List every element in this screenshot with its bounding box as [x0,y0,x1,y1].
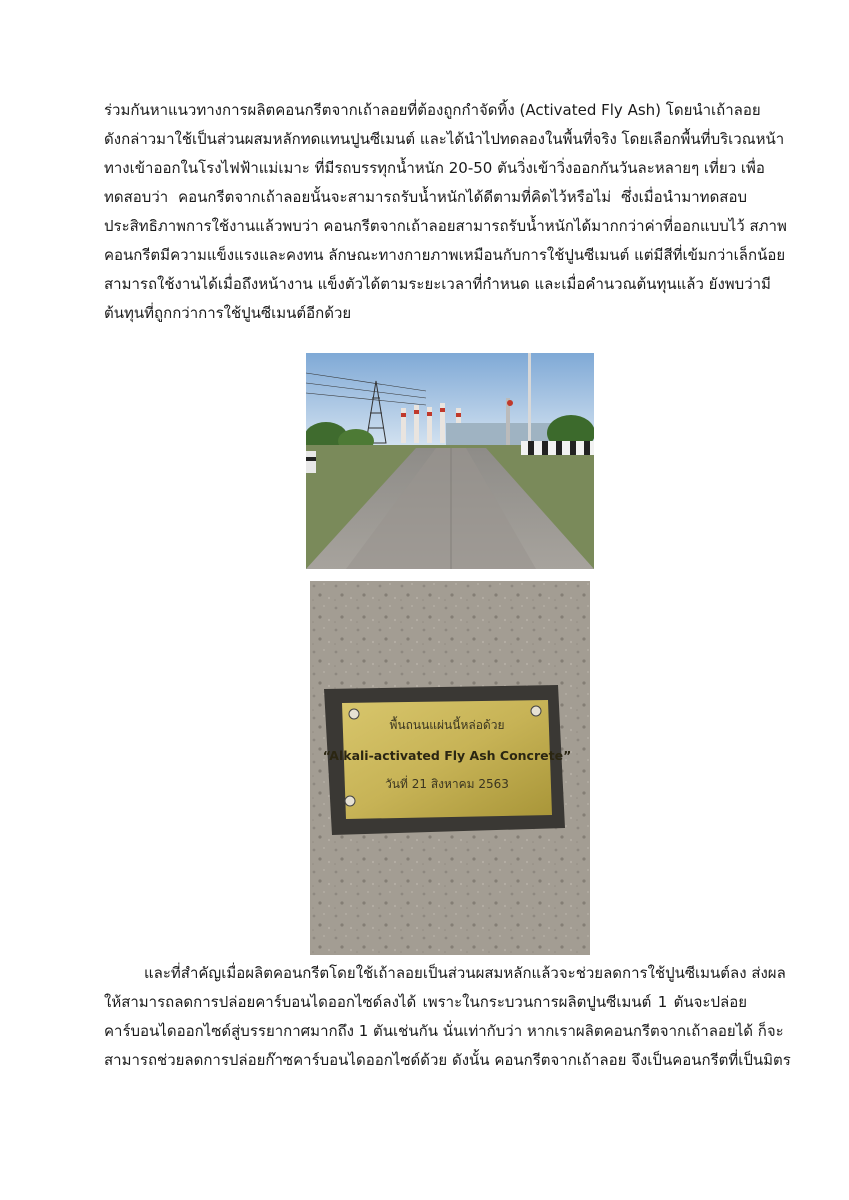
road-photo-image [306,353,594,569]
road-photo [306,353,594,569]
plaque-line-3: วันที่ 21 สิงหาคม 2563 [385,777,509,791]
plaque-photo-image [310,581,590,955]
paragraph-1 [104,96,787,328]
paragraph-line: สามารถใช้งานได้เมื่อถึงหน้างาน แข็งตัวได้ตามระยะเวลาที่กำหนด และเมื่อคำนวณต้นทุนแล้ว ยังพบว่ามี [104,275,771,293]
paragraph-line: ต้นทุนที่ถูกกว่าการใช้ปูนซีเมนต์อีกด้วย [104,304,352,322]
plaque-line-1: พื้นถนนแผ่นนี้หล่อด้วย [389,718,505,732]
paragraph-2 [104,959,791,1075]
paragraph-line: คอนกรีตมีความแข็งแรงและคงทน ลักษณะทางกายภาพเหมือนกับการใช้ปูนซีเมนต์ แต่มีสีที่เข้มกว่าเล็กน้อย [104,246,786,264]
paragraph-line: ดังกล่าวมาใช้เป็นส่วนผสมหลักทดแทนปูนซีเมนต์ และได้นำไปทดลองในพื้นที่จริง โดยเลือกพื้นที่บริเวณหน้า [104,130,785,148]
paragraph-line: สามารถช่วยลดการปล่อยก๊าซคาร์บอนไดออกไซด์ด้วย ดังนั้น คอนกรีตจากเถ้าลอย จึงเป็นคอนกรีตที่เป็นมิตร [104,1051,791,1069]
plaque-photo [310,581,590,955]
paragraph-line: ร่วมกันหาแนวทางการผลิตคอนกรีตจากเถ้าลอยที่ต้องถูกกำจัดทิ้ง (Activated Fly Ash) โดยนำเถ้าลอย [104,101,761,119]
paragraph-line: ประสิทธิภาพการใช้งานแล้วพบว่า คอนกรีตจากเถ้าลอยสามารถรับน้ำหนักได้มากกว่าค่าที่ออกแบบไว้ สภาพ [104,217,787,235]
paragraph-line: ให้สามารถลดการปล่อยคาร์บอนไดออกไซด์ลงได้ เพราะในกระบวนการผลิตปูนซีเมนต์ 1 ตันจะปล่อย [104,993,747,1011]
paragraph-line: ทดสอบว่า คอนกรีตจากเถ้าลอยนั้นจะสามารถรับน้ำหนักได้ดีตามที่คิดไว้หรือไม่ ซึ่งเมื่อนำมาทดสอบ [104,188,747,206]
paragraph-line: และที่สำคัญเมื่อผลิตคอนกรีตโดยใช้เถ้าลอยเป็นส่วนผสมหลักแล้วจะช่วยลดการใช้ปูนซีเมนต์ลง ส่งผล [144,964,786,982]
plaque-line-2: “Alkali-activated Fly Ash Concrete” [322,748,572,763]
paragraph-line: ทางเข้าออกในโรงไฟฟ้าแม่เมาะ ที่มีรถบรรทุกน้ำหนัก 20-50 ตันวิ่งเข้าวิ่งออกกันวันละหลายๆ เที่ยว เพื่อ [104,159,765,177]
paragraph-line: คาร์บอนไดออกไซด์สู่บรรยากาศมากถึง 1 ตันเช่นกัน นั่นเท่ากับว่า หากเราผลิตคอนกรีตจากเถ้าลอยได้ ก็จะ [104,1022,784,1040]
